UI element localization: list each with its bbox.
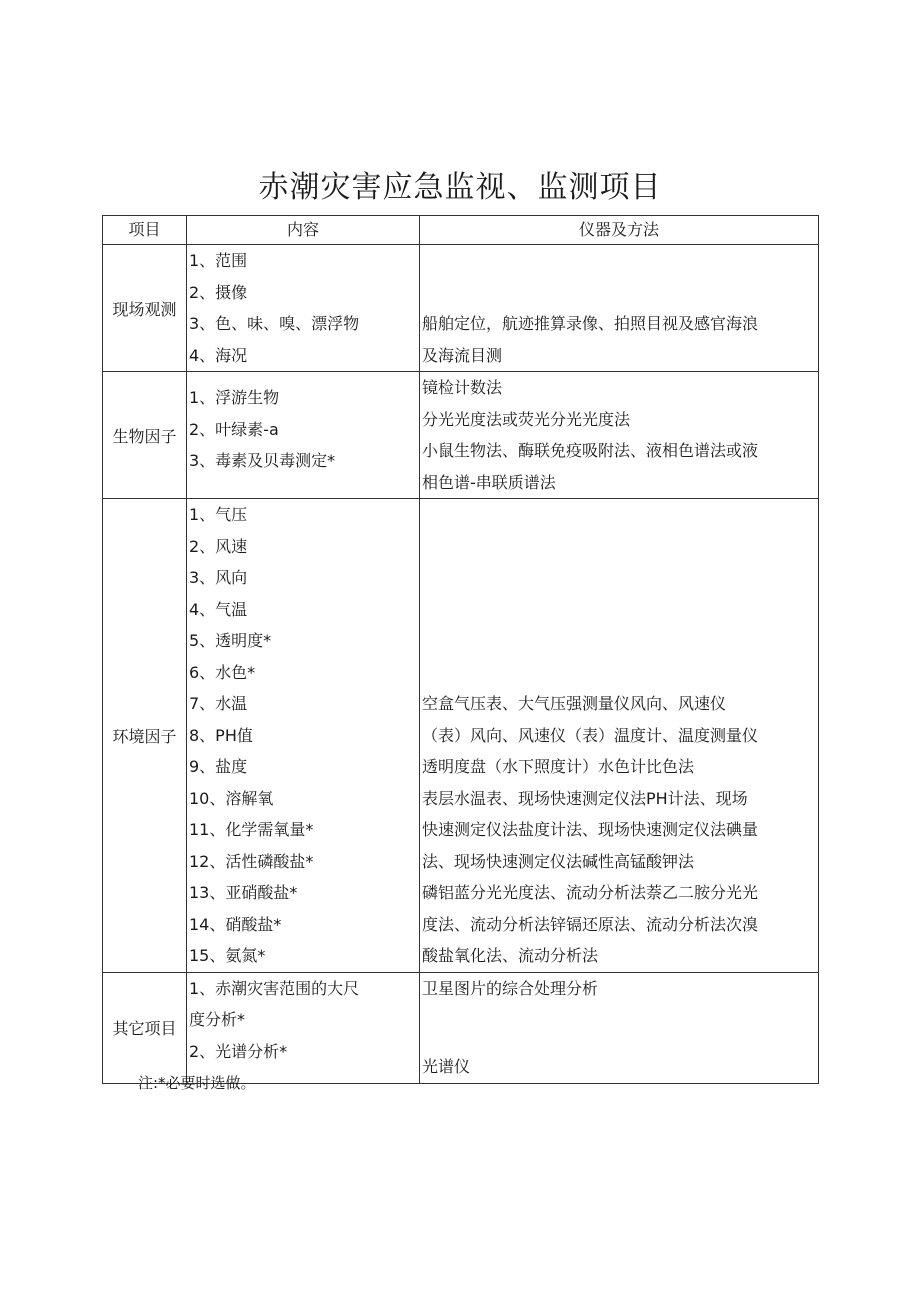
method-line: 酸盐氧化法、流动分析法 [422, 946, 599, 965]
method-line: 透明度盘（水下照度计）水色计比色法 [422, 757, 695, 776]
method-line: 卫星图片的综合处理分析 [422, 978, 599, 998]
list-item: 2、风速 [189, 536, 248, 556]
list-item: 2、叶绿素-a [189, 419, 279, 439]
method-line: 相色谱-串联质谱法 [422, 472, 556, 492]
list-item: 15、氨氮* [189, 946, 266, 965]
table-row-other [103, 972, 819, 1083]
header-method: 仪器及方法 [420, 216, 819, 245]
list-item: 1、气压 [189, 505, 248, 524]
list-item: 4、气温 [189, 599, 248, 619]
list-item: 13、亚硝酸盐* [189, 883, 298, 902]
category-label: 现场观测 [103, 245, 187, 372]
list-item: 12、活性磷酸盐* [189, 851, 314, 871]
list-item: 4、海况 [189, 345, 248, 365]
content-cell [187, 499, 420, 973]
list-item: 7、水温 [189, 694, 248, 713]
method-line: 法、现场快速测定仪法碱性高锰酸钾法 [422, 851, 695, 871]
content-cell [187, 372, 420, 499]
method-line: 空盒气压表、大气压强测量仪风向、风速仪 [422, 694, 727, 713]
method-line: 快速测定仪法盐度计法、现场快速测定仪法碘量 [422, 820, 759, 839]
method-line: 及海流目测 [422, 345, 503, 365]
list-item: 8、PH值 [189, 725, 253, 745]
method-line: 磷铝蓝分光光度法、流动分析法萘乙二胺分光光 [422, 883, 759, 902]
table-row-environmental [103, 499, 819, 973]
category-label: 生物因子 [103, 372, 187, 499]
table-row-field-observation [103, 245, 819, 372]
method-cell [420, 245, 819, 372]
category-label: 其它项目 [103, 972, 187, 1083]
table-header-row [103, 216, 819, 245]
list-item: 2、光谱分析* [189, 1041, 288, 1061]
list-item: 9、盐度 [189, 757, 248, 776]
table-row-biological [103, 372, 819, 499]
method-cell [420, 972, 819, 1083]
list-item: 10、溶解氧 [189, 788, 274, 808]
list-item: 11、化学需氧量* [189, 820, 314, 839]
method-cell [420, 372, 819, 499]
method-line: 光谱仪 [422, 1057, 471, 1076]
list-item: 1、范围 [189, 251, 248, 270]
list-item: 3、毒素及贝毒测定* [189, 451, 336, 470]
list-item: 3、色、味、嗅、漂浮物 [189, 314, 360, 333]
method-line: 表层水温表、现场快速测定仪法PH计法、现场 [422, 788, 748, 808]
method-line: 船舶定位，航迹推算录像、拍照目视及感官海浪 [422, 314, 759, 333]
list-item: 3、风向 [189, 568, 248, 587]
method-line: 分光光度法或荧光分光光度法 [422, 409, 631, 429]
list-item: 1、赤潮灾害范围的大尺 [189, 978, 360, 998]
list-item: 5、透明度* [189, 631, 272, 650]
list-item: 2、摄像 [189, 282, 248, 302]
method-line: 小鼠生物法、酶联免疫吸附法、液相色谱法或液 [422, 441, 759, 460]
method-line: 度法、流动分析法锌镉还原法、流动分析法次溴 [422, 914, 759, 934]
list-item: 14、硝酸盐* [189, 914, 282, 934]
content-cell [187, 245, 420, 372]
category-label: 环境因子 [103, 499, 187, 973]
method-line: （表）风向、风速仪（表）温度计、温度测量仪 [422, 725, 759, 745]
method-cell [420, 499, 819, 973]
list-item: 6、水色* [189, 662, 256, 682]
list-item: 1、浮游生物 [189, 388, 280, 407]
list-item: 度分析* [189, 1010, 246, 1029]
header-project: 项目 [103, 216, 187, 245]
page-title: 赤潮灾害应急监视、监测项目 [258, 170, 662, 205]
monitoring-table [102, 215, 819, 1084]
footnote: 注:*必要时选做。 [138, 1074, 256, 1092]
header-content: 内容 [187, 216, 420, 245]
content-cell [187, 972, 420, 1083]
method-line: 镜检计数法 [422, 378, 503, 397]
